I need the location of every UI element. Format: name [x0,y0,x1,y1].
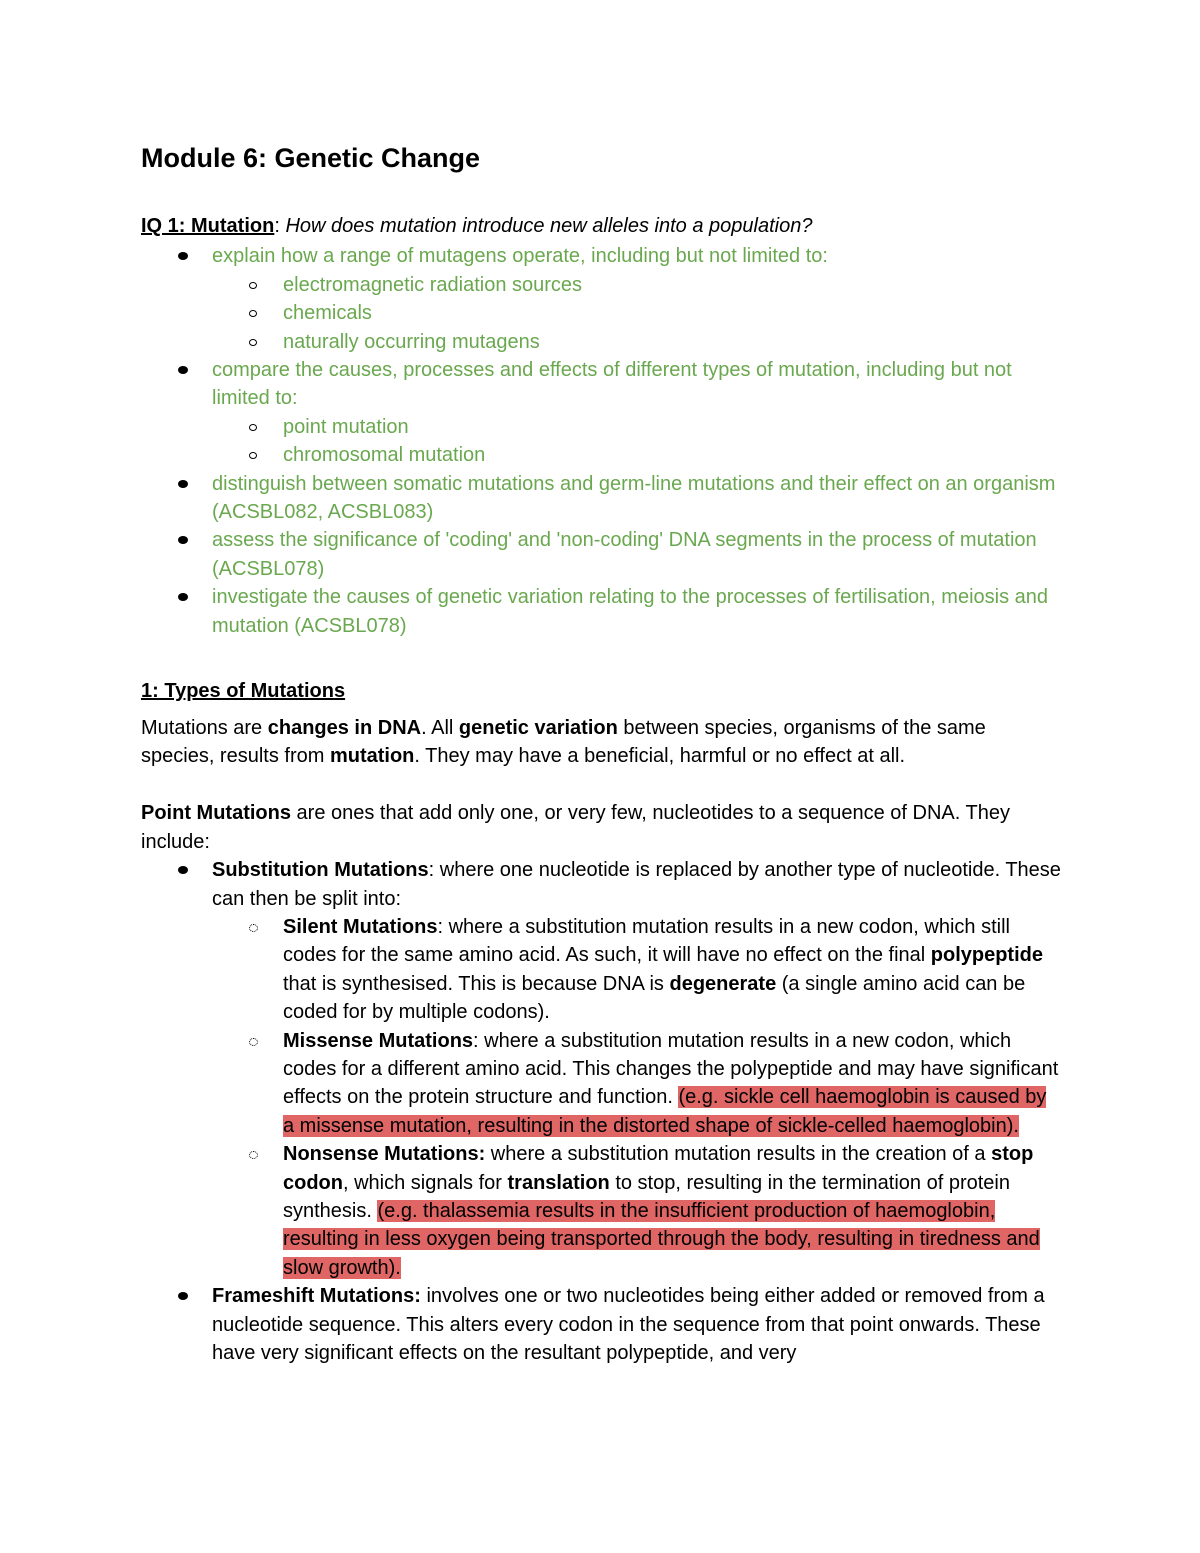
section-heading: 1: Types of Mutations [141,680,346,703]
syllabus-item [141,526,1061,583]
syllabus-subitem-text: chemicals [283,302,372,325]
silent-item: Silent Mutations: where a substitution mutation results in a new codon, which still codes for the same amino acid. As such, it will have no effect on the final polypeptide that is synthesised. This is because DNA is degenerate (a single amino acid can be coded for by multiple codons). [212,913,1061,1027]
syllabus-item-text: compare the causes, processes and effects of different types of mutation, including but not limited to: [212,359,1012,410]
syllabus-subitem-text: naturally occurring mutagens [283,330,540,353]
frameshift-item: Frameshift Mutations: involves one or two nucleotides being either added or removed from a nucleotide sequence. This alters every codon in the sequence from that point onwards. These have very significant effects on the resultant polypeptide, and very [141,1282,1061,1367]
hollow-bullet-icon [249,424,257,431]
document-content [141,138,1061,1367]
syllabus-item-text: distinguish between somatic mutations and germ-line mutations and their effect on an organism (ACSBL082, ACSBL083) [212,472,1056,524]
syllabus-subitem [141,441,1061,469]
syllabus-subitem-text: point mutation [283,415,409,438]
bullet-icon [178,252,188,260]
dotted-bullet-icon [249,1151,258,1159]
bullet-icon [178,593,188,601]
syllabus-item-text: assess the significance of 'coding' and 'non-coding' DNA segments in the process of mutation (ACSBL078) [212,529,1037,580]
inquiry-label: IQ 1: Mutation [141,215,275,237]
hollow-bullet-icon [249,310,257,317]
syllabus-subitem [141,413,1061,441]
bullet-icon [178,366,188,374]
inquiry-question-text: How does mutation introduce new alleles into a population? [285,215,813,237]
syllabus-subitem-text: chromosomal mutation [283,444,486,467]
hollow-bullet-icon [249,452,257,459]
syllabus-item [141,356,1061,413]
intro-paragraph: Mutations are changes in DNA. All genetic variation between species, organisms of the same species, results from mutation. They may have a beneficial, harmful or no effect at all. [141,716,986,767]
hollow-bullet-icon [249,282,257,289]
substitution-item: Substitution Mutations: where one nucleotide is replaced by another type of nucleotide. These can then be split into: Silent Mutations: where a substitution mutation results in a new codon, which still codes for the same amino acid. As such, it will have no effect on the final polypeptide that is synthesised. This is because DNA is degenerate (a single amino acid can be coded for by multiple codons). Missense Mutations: where a substitution mutation results in a new codon, which codes for a different amino acid. This changes the polypeptide and may have significant effects on the protein structure and function. (e.g. sickle cell haemoglobin is caused by a missense mutation, resulting in the distorted shape of sickle-celled haemoglobin). Nonsense Mutations: where a substitution mutation results in the creation of a stop codon, which signals for translation to stop, resulting in the termination of protein synthesis. (e.g. thalassemia results in the insufficient production of haemoglobin, resulting in less oxygen being transported through the body, resulting in tiredness and slow growth). [141,856,1061,1282]
bullet-icon [178,536,188,544]
hollow-bullet-icon [249,339,257,346]
syllabus-item [141,470,1061,527]
dotted-bullet-icon [249,1038,258,1046]
highlighted-example: (e.g. sickle cell haemoglobin is caused by a missense mutation, resulting in the distorted shape of sickle-celled haemoglobin). [283,1086,1047,1137]
syllabus-item [141,242,1061,270]
point-mutations-paragraph: Point Mutations are ones that add only one, or very few, nucleotides to a sequence of DNA. They include: [141,802,1010,853]
syllabus-list [141,242,1061,640]
syllabus-item [141,583,1061,640]
syllabus-subitem [141,271,1061,299]
syllabus-item-text: explain how a range of mutagens operate, including but not limited to: [212,245,828,268]
mutation-types-list [141,856,1061,1367]
page-title: Module 6: Genetic Change [141,143,481,173]
highlighted-example: (e.g. thalassemia results in the insufficient production of haemoglobin, resulting in less oxygen being transported through the body, resulting in tiredness and slow growth). [283,1200,1040,1279]
syllabus-subitem [141,299,1061,327]
syllabus-subitem-text: electromagnetic radiation sources [283,273,583,296]
missense-item: Missense Mutations: where a substitution mutation results in a new codon, which codes for a different amino acid. This changes the polypeptide and may have significant effects on the protein structure and function. (e.g. sickle cell haemoglobin is caused by a missense mutation, resulting in the distorted shape of sickle-celled haemoglobin). [212,1027,1061,1141]
bullet-icon [178,866,188,874]
inquiry-question [141,212,1061,240]
syllabus-item-text: investigate the causes of genetic variation relating to the processes of fertilisation, meiosis and mutation (ACSBL078) [212,586,1049,637]
substitution-sublist [212,913,1061,1282]
nonsense-item: Nonsense Mutations: where a substitution mutation results in the creation of a stop codon, which signals for translation to stop, resulting in the termination of protein synthesis. (e.g. thalassemia results in the insufficient production of haemoglobin, resulting in less oxygen being transported through the body, resulting in tiredness and slow growth). [212,1140,1061,1282]
syllabus-subitem [141,328,1061,356]
inquiry-sep: : [274,215,286,237]
bullet-icon [178,480,188,488]
dotted-bullet-icon [249,924,258,932]
bullet-icon [178,1292,188,1300]
